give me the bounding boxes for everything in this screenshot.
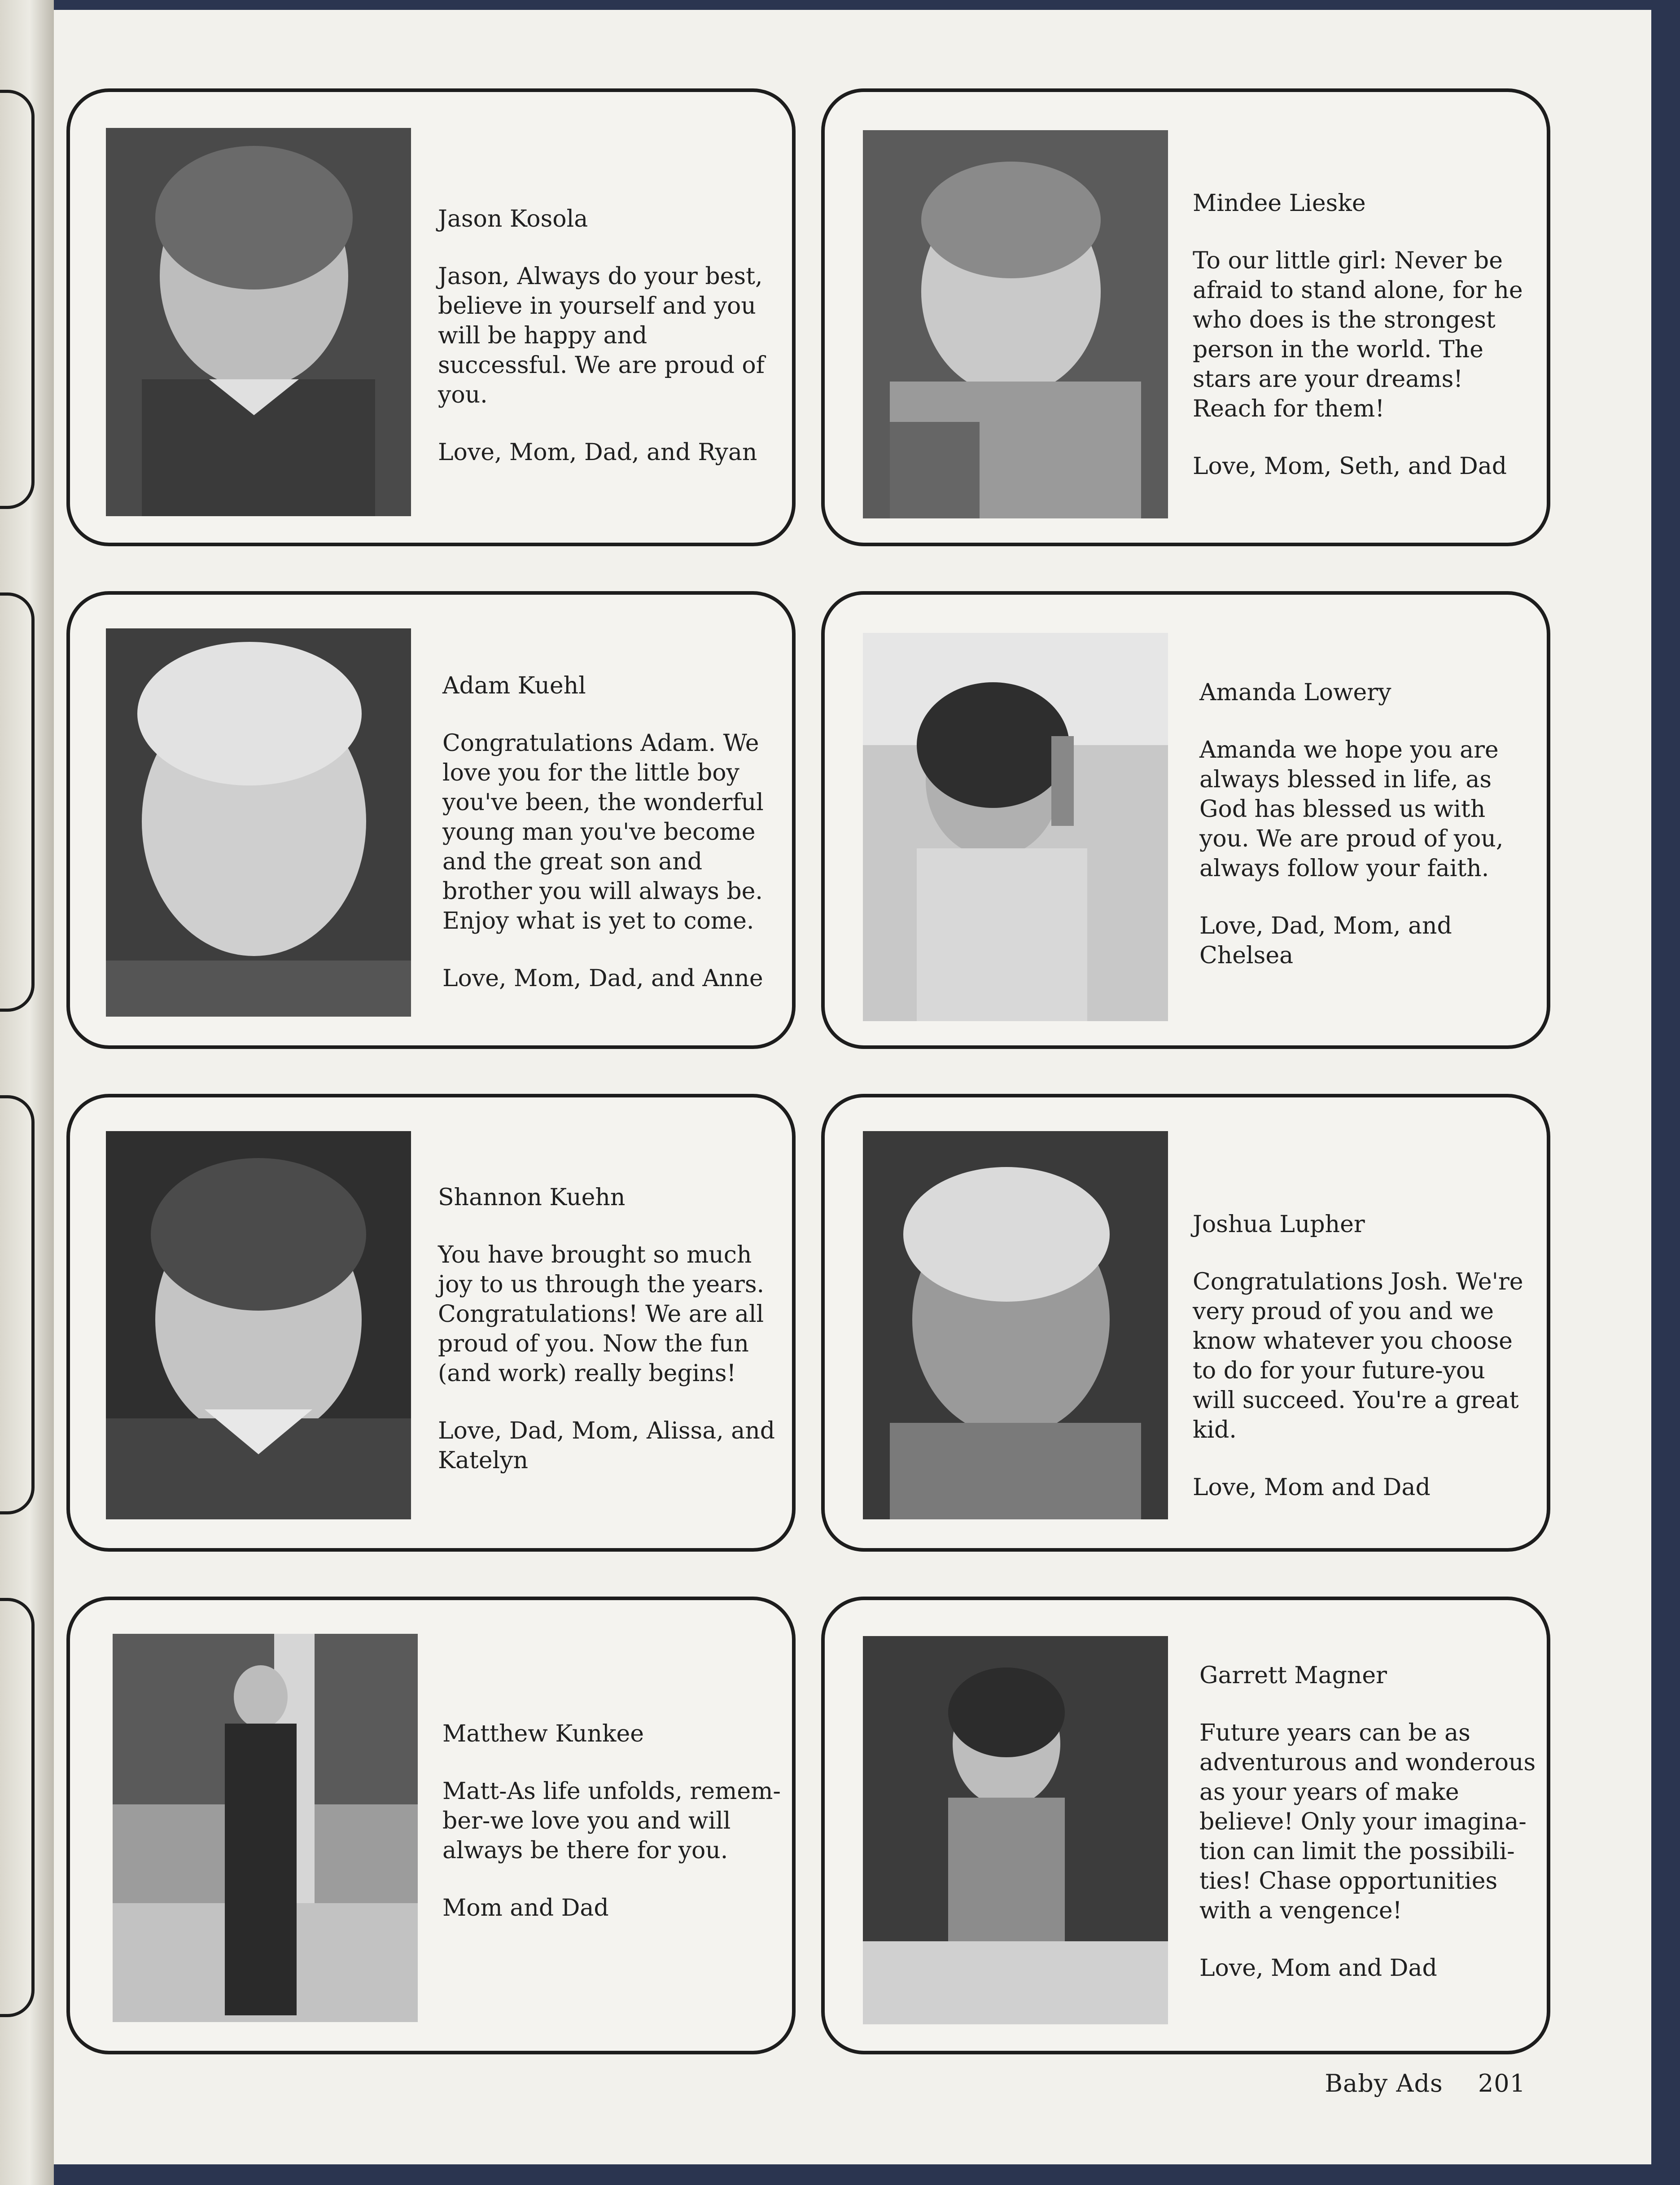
baby-ad-card xyxy=(821,1094,1550,1552)
baby-photo xyxy=(106,1131,411,1519)
spine-tab xyxy=(0,90,35,509)
ad-message: Future years can be as adventurous and wonderous as your years of make believe! Only your imagina-tion can limit the possibili-ties! Chase opportunities with a vengence! xyxy=(1199,1720,1536,1924)
baby-photo-image xyxy=(106,628,411,1017)
baby-ad-card xyxy=(821,1597,1550,2054)
section-title: Baby Ads xyxy=(1325,2069,1443,2097)
baby-photo-image xyxy=(113,1634,418,2022)
baby-photo xyxy=(863,130,1168,518)
baby-photo-image xyxy=(863,130,1168,518)
ad-message: Jason, Always do your best, believe in yourself and you will be happy and successful. We are proud of you. xyxy=(438,263,765,408)
baby-name: Jason Kosola xyxy=(438,206,588,233)
ad-signoff: Love, Mom and Dad xyxy=(1193,1474,1431,1501)
ad-text xyxy=(442,1719,783,1951)
ad-text xyxy=(1193,189,1534,509)
baby-ad-card xyxy=(66,1597,796,2054)
baby-photo-image xyxy=(106,1131,411,1519)
baby-name: Mindee Lieske xyxy=(1193,190,1366,217)
baby-photo-image xyxy=(863,633,1168,1021)
baby-photo-image xyxy=(863,1131,1168,1519)
ad-signoff: Love, Dad, Mom, Alissa, and Katelyn xyxy=(438,1417,775,1474)
baby-ad-card xyxy=(66,591,796,1049)
baby-name: Joshua Lupher xyxy=(1193,1211,1365,1238)
baby-ad-card xyxy=(66,1094,796,1552)
ad-message: To our little girl: Never be afraid to stand alone, for he who does is the strongest person in the world. The stars are your dreams! Reach for them! xyxy=(1193,247,1523,422)
baby-name: Garrett Magner xyxy=(1199,1662,1387,1689)
yearbook-page xyxy=(54,10,1651,2164)
ad-signoff: Mom and Dad xyxy=(442,1895,609,1922)
ad-text xyxy=(442,671,783,1021)
baby-photo xyxy=(113,1634,418,2022)
spine-tab xyxy=(0,1598,35,2017)
baby-photo xyxy=(863,633,1168,1021)
book-spine-edge xyxy=(0,0,54,2185)
baby-name: Shannon Kuehn xyxy=(438,1184,626,1211)
ad-message: Amanda we hope you are always blessed in life, as God has blessed us with you. We are proud of you, always follow your faith. xyxy=(1199,737,1504,882)
ad-message: Congratulations Adam. We love you for the little boy you've been, the wonderful young man you've become and the great son and brother you will always be. Enjoy what is yet to come. xyxy=(442,730,764,935)
ad-signoff: Love, Mom, Dad, and Ryan xyxy=(438,439,757,466)
ad-text xyxy=(438,1183,779,1503)
page-number: 201 xyxy=(1478,2069,1526,2097)
baby-photo xyxy=(106,628,411,1017)
ad-signoff: Love, Mom, Seth, and Dad xyxy=(1193,453,1507,480)
ad-signoff: Love, Dad, Mom, and Chelsea xyxy=(1199,913,1452,969)
ad-text xyxy=(438,204,779,495)
spine-tab xyxy=(0,592,35,1012)
ad-message: Matt-As life unfolds, remem-ber-we love you and will always be there for you. xyxy=(442,1778,781,1864)
ad-text xyxy=(1199,1661,1540,2011)
baby-photo xyxy=(106,128,411,516)
page-footer xyxy=(1325,2069,1526,2097)
ad-message: Congratulations Josh. We're very proud of you and we know whatever you choose to do for your future-you will succeed. You're a great kid. xyxy=(1193,1268,1523,1444)
spine-tab xyxy=(0,1095,35,1514)
baby-photo-image xyxy=(106,128,411,516)
baby-name: Adam Kuehl xyxy=(442,672,586,699)
ad-text xyxy=(1193,1210,1534,1530)
baby-ad-card xyxy=(821,88,1550,546)
baby-name: Amanda Lowery xyxy=(1199,679,1391,706)
baby-photo xyxy=(863,1636,1168,2024)
ad-signoff: Love, Mom and Dad xyxy=(1199,1955,1437,1982)
ad-message: You have brought so much joy to us through the years. Congratulations! We are all proud of you. Now the fun (and work) really begins! xyxy=(438,1242,765,1387)
baby-ad-card xyxy=(66,88,796,546)
ad-signoff: Love, Mom, Dad, and Anne xyxy=(442,965,763,992)
baby-name: Matthew Kunkee xyxy=(442,1720,644,1747)
baby-photo xyxy=(863,1131,1168,1519)
baby-ad-card xyxy=(821,591,1550,1049)
baby-photo-image xyxy=(863,1636,1168,2024)
ad-text xyxy=(1199,678,1540,998)
